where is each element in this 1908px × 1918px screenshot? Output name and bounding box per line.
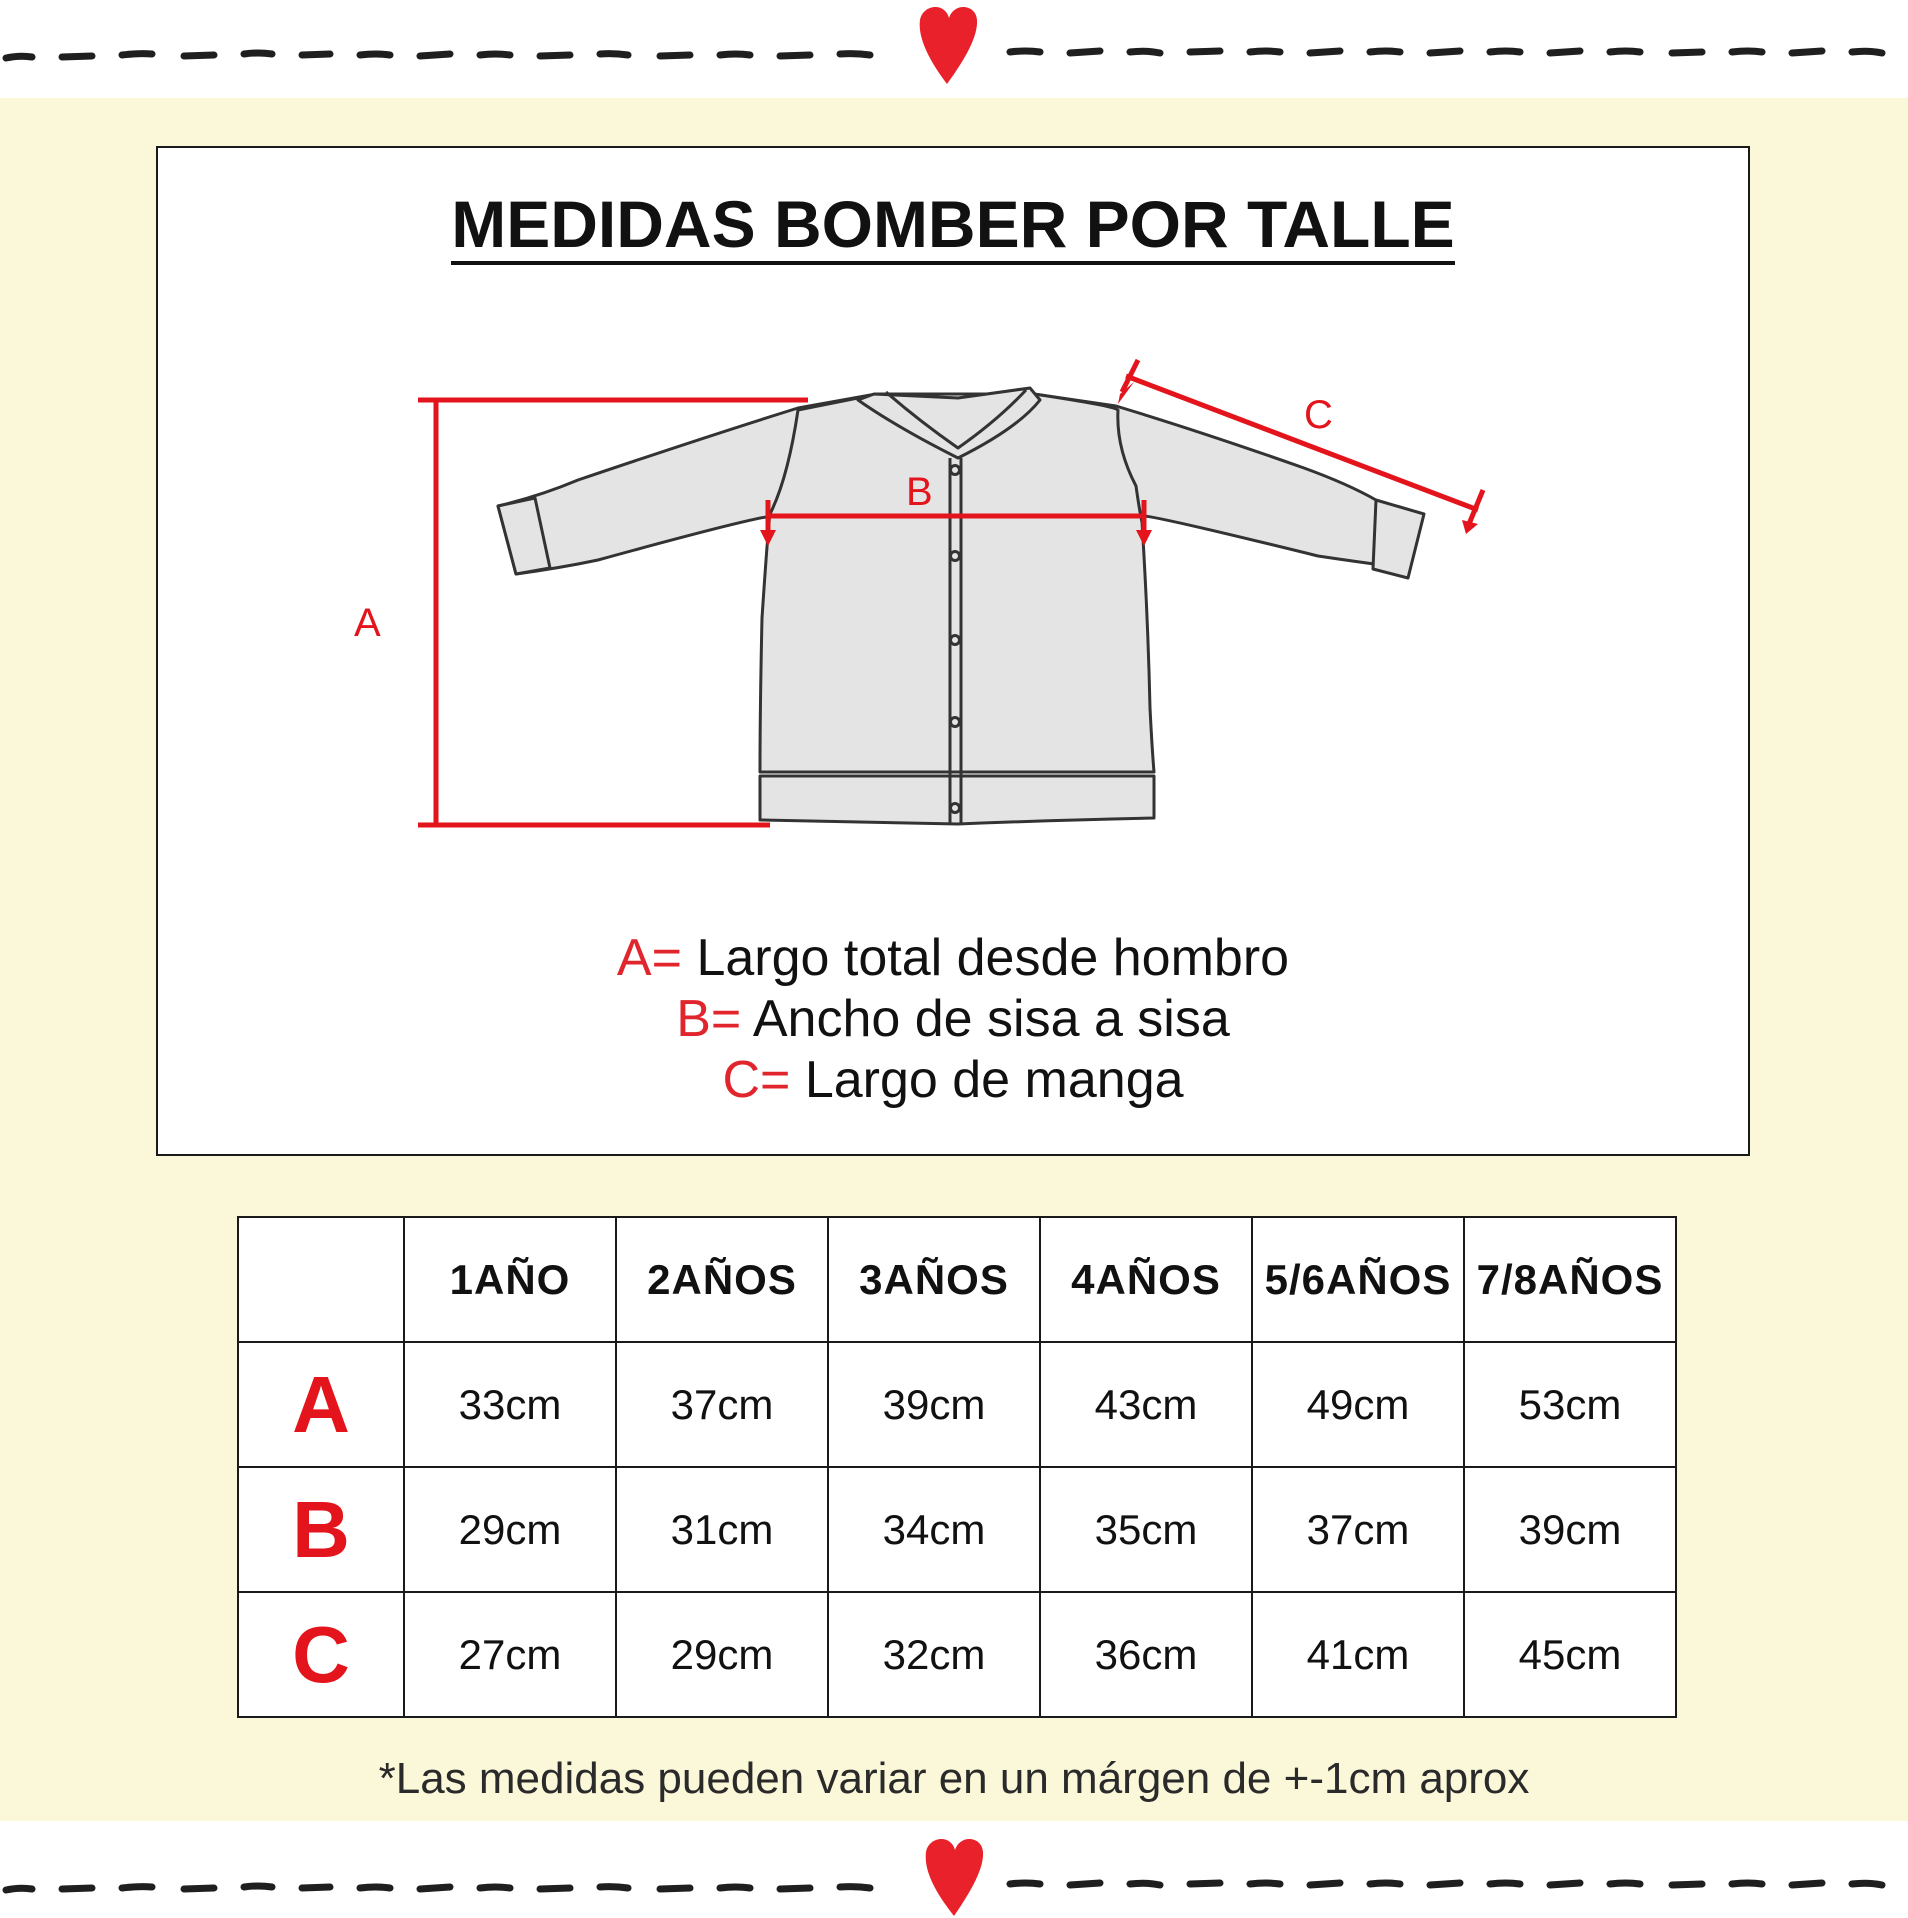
bottom-divider [0, 1818, 1908, 1918]
top-divider [0, 0, 1908, 100]
column-header: 1AÑO [404, 1217, 616, 1342]
footnote: *Las medidas pueden variar en un márgen de +-1cm aprox [378, 1754, 1530, 1803]
legend-key: B= [676, 990, 742, 1048]
table-cell: 45cm [1464, 1592, 1676, 1717]
column-header: 2AÑOS [616, 1217, 828, 1342]
table-cell: 33cm [404, 1342, 616, 1467]
table-cell: 49cm [1252, 1342, 1464, 1467]
table-cell: 27cm [404, 1592, 616, 1717]
column-header: 3AÑOS [828, 1217, 1040, 1342]
legend-text: Largo de manga [804, 1051, 1184, 1109]
legend-text: Largo total desde hombro [696, 929, 1290, 987]
page-title: MEDIDAS BOMBER POR TALLE [158, 186, 1748, 265]
label-a: A [354, 601, 381, 645]
table-cell: 34cm [828, 1467, 1040, 1592]
table-cell: 53cm [1464, 1342, 1676, 1467]
table-cell: 39cm [1464, 1467, 1676, 1592]
legend-item-b [158, 989, 1748, 1050]
table-cell: 36cm [1040, 1592, 1252, 1717]
legend-key: A= [616, 929, 682, 987]
row-label: C [238, 1592, 404, 1717]
label-b: B [906, 470, 933, 514]
legend-key: C= [722, 1051, 791, 1109]
column-header: 5/6AÑOS [1252, 1217, 1464, 1342]
table-header-row [238, 1217, 1676, 1342]
row-label: B [238, 1467, 404, 1592]
size-table [237, 1216, 1677, 1718]
table-cell: 37cm [616, 1342, 828, 1467]
table-cell: 29cm [404, 1467, 616, 1592]
table-cell: 43cm [1040, 1342, 1252, 1467]
table-cell: 39cm [828, 1342, 1040, 1467]
table-row [238, 1467, 1676, 1592]
diagram-card [156, 146, 1750, 1156]
table-cell: 29cm [616, 1592, 828, 1717]
table-cell: 31cm [616, 1467, 828, 1592]
table-corner [238, 1217, 404, 1342]
column-header: 4AÑOS [1040, 1217, 1252, 1342]
table-row [238, 1342, 1676, 1467]
label-c: C [1304, 393, 1333, 437]
table-row [238, 1592, 1676, 1717]
legend-item-a [158, 928, 1748, 989]
row-label: A [238, 1342, 404, 1467]
legend-text: Ancho de sisa a sisa [752, 990, 1230, 1048]
heart-icon [920, 7, 977, 84]
legend [158, 928, 1748, 1111]
table-cell: 35cm [1040, 1467, 1252, 1592]
legend-item-c [158, 1050, 1748, 1111]
table-cell: 41cm [1252, 1592, 1464, 1717]
heart-icon [926, 1839, 983, 1916]
column-header: 7/8AÑOS [1464, 1217, 1676, 1342]
table-cell: 32cm [828, 1592, 1040, 1717]
table-cell: 37cm [1252, 1467, 1464, 1592]
